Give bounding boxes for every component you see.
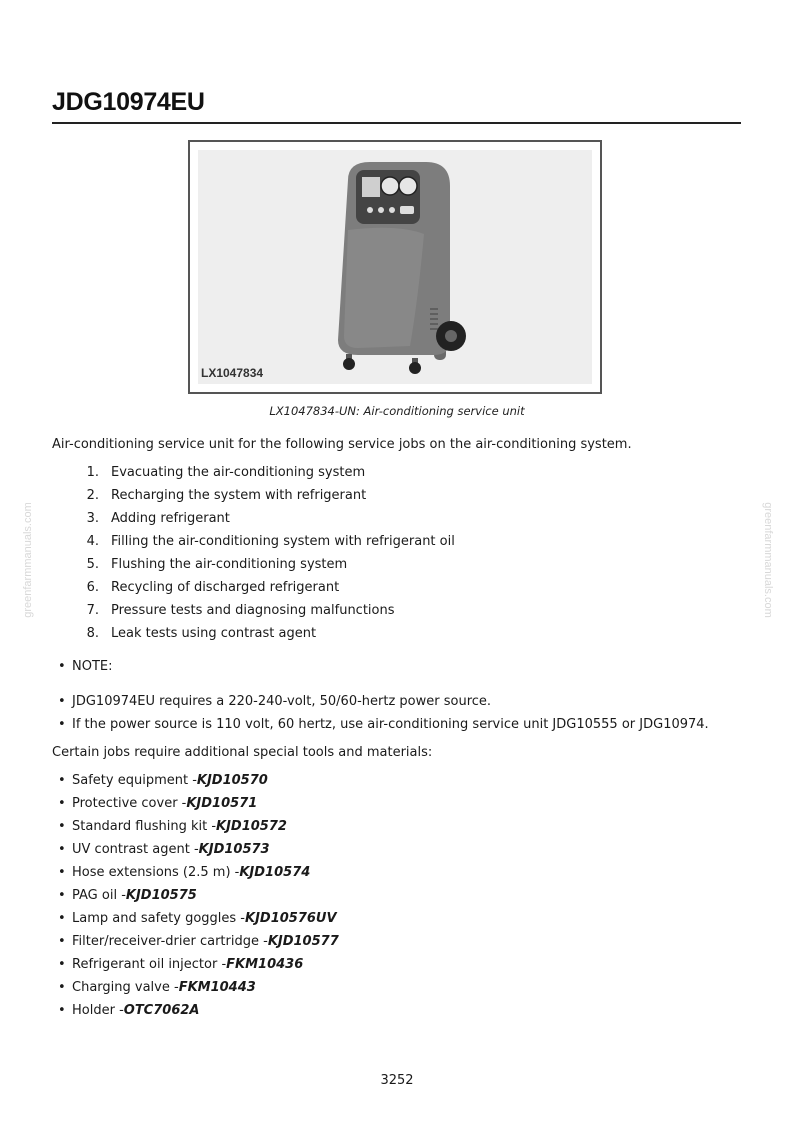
tool-name: UV contrast agent - [72, 842, 199, 857]
intro-paragraph: Air-conditioning service unit for the following service jobs on the air-conditioning system. [52, 437, 632, 452]
tool-name: Filter/receiver-drier cartridge - [72, 934, 268, 949]
page-title: JDG10974EU [52, 88, 205, 116]
list-item-number: 1. [86, 465, 99, 480]
list-item-text: Leak tests using contrast agent [111, 626, 317, 641]
part-number: FKM10443 [178, 980, 256, 995]
list-item [58, 979, 339, 1002]
tools-intro: Certain jobs require additional special tools and materials: [52, 745, 433, 760]
list-item-text: Recycling of discharged refrigerant [111, 580, 340, 595]
watermark-left: greenfarmmanuals.com [22, 502, 34, 618]
tool-name: Safety equipment - [72, 773, 197, 788]
note-item: • If the power source is 110 volt, 60 hertz, use air-conditioning service unit JDG10555 or JDG10974. [58, 716, 709, 734]
tool-name: Lamp and safety goggles - [72, 911, 245, 926]
list-item [58, 887, 339, 910]
special-tools-list [58, 772, 339, 1025]
part-number: KJD10577 [267, 934, 339, 949]
part-number: KJD10571 [186, 796, 258, 811]
list-item-text: Flushing the air-conditioning system [111, 557, 348, 572]
tool-name: Refrigerant oil injector - [72, 957, 227, 972]
part-number: KJD10572 [216, 819, 287, 834]
list-item-number: 6. [86, 580, 99, 595]
list-item [58, 910, 339, 933]
list-item [58, 795, 339, 818]
tool-name: Holder - [72, 1003, 124, 1018]
list-item [58, 772, 339, 795]
list-item-text: Recharging the system with refrigerant [111, 488, 367, 503]
list-item [58, 818, 339, 841]
list-item [58, 956, 339, 979]
list-item-number: 3. [86, 511, 99, 526]
list-item [58, 841, 339, 864]
note-label: • NOTE: [58, 658, 113, 676]
figure-image-area [198, 150, 592, 384]
tool-name: PAG oil - [72, 888, 126, 903]
list-item-number: 4. [86, 534, 99, 549]
list-item [58, 933, 339, 956]
list-item-text: Filling the air-conditioning system with refrigerant oil [111, 534, 455, 549]
note-item: • JDG10974EU requires a 220-240-volt, 50/60-hertz power source. [58, 693, 491, 711]
list-item-text: Evacuating the air-conditioning system [111, 465, 366, 480]
figure-caption: LX1047834-UN: Air-conditioning service unit [269, 404, 525, 418]
part-number: KJD10573 [198, 842, 270, 857]
tool-name: Charging valve - [72, 980, 179, 995]
part-number: KJD10575 [125, 888, 197, 903]
list-item-text: Pressure tests and diagnosing malfunctions [111, 603, 395, 618]
tool-name: Hose extensions (2.5 m) - [72, 865, 240, 880]
part-number: KJD10576UV [245, 911, 337, 926]
title-divider [52, 122, 741, 124]
list-item-number: 7. [86, 603, 99, 618]
list-item-number: 2. [86, 488, 99, 503]
tool-name: Protective cover - [72, 796, 187, 811]
list-item-text: Adding refrigerant [111, 511, 230, 526]
part-number: FKM10436 [226, 957, 304, 972]
list-item [58, 1002, 339, 1025]
watermark-right: greenfarmmanuals.com [762, 502, 774, 618]
figure-frame [188, 140, 602, 394]
tool-name: Standard flushing kit - [72, 819, 217, 834]
figure-label: LX1047834 [201, 366, 264, 380]
part-number: KJD10570 [196, 773, 268, 788]
part-number: OTC7062A [123, 1003, 200, 1018]
part-number: KJD10574 [239, 865, 311, 880]
list-item-number: 8. [86, 626, 99, 641]
list-item-number: 5. [86, 557, 99, 572]
ac-service-unit-illustration [198, 150, 596, 388]
list-item [58, 864, 339, 887]
page-number: 3252 [380, 1073, 414, 1088]
